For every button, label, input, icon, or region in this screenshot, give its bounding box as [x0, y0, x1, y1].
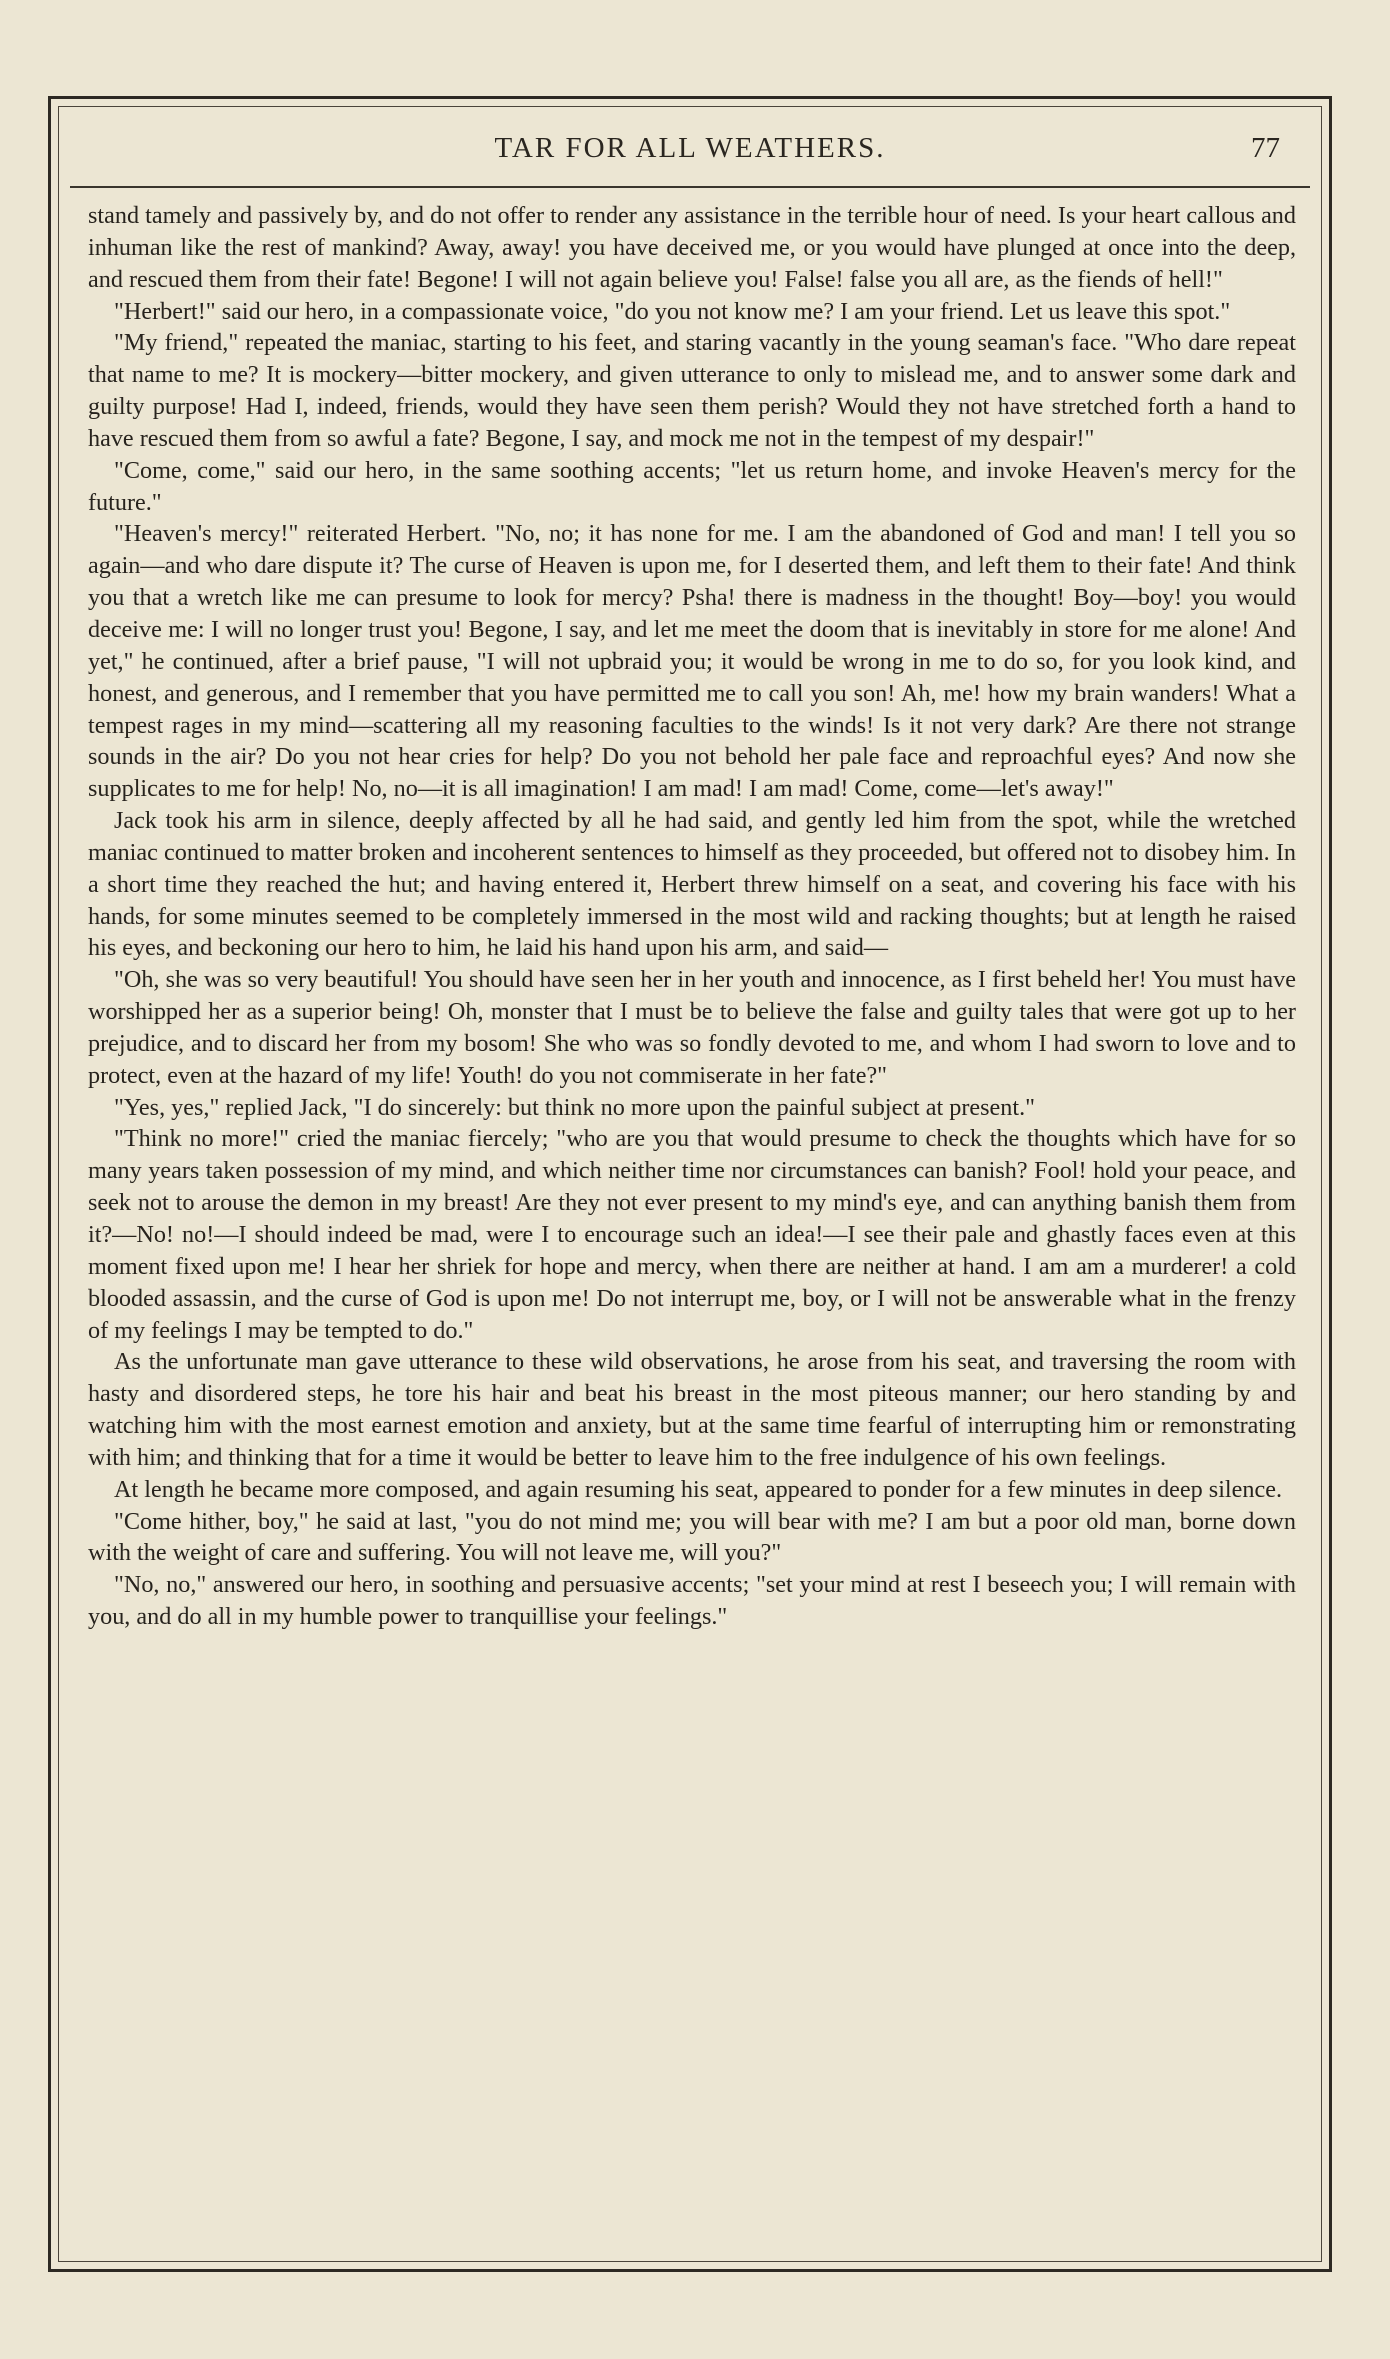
paragraph: As the unfortunate man gave utterance to these wild observations, he arose from his seat, and traversing the room with hasty and disordered steps, he tore his hair and beat his breast in the most piteous manner; our hero standing by and watching him with the most earnest emotion and anxiety, but at the same time fearful of interrupting him or remonstrating with him; and thinking that for a time it would be better to leave him to the free indulgence of his own feelings. — [88, 1348, 1296, 1471]
paragraph: "Oh, she was so very beautiful! You should have seen her in her youth and innocence, as I first beheld her! You must have worshipped her as a superior being! Oh, monster that I must be to believe the false and guilty tales that were got up to her prejudice, and to discard her from my bosom! She who was so fondly devoted to me, and whom I had sworn to love and to protect, even at the hazard of my life! Youth! do you not commiserate in her fate?" — [88, 966, 1296, 1089]
body-text — [88, 200, 1296, 1633]
paragraph: "Think no more!" cried the maniac fiercely; "who are you that would presume to check the thoughts which have for so many years taken possession of my mind, and which neither time nor circumstances can banish? Fool! hold your peace, and seek not to arouse the demon in my breast! Are they not ever present to my mind's eye, and can anything banish them from it?—No! no!—I should indeed be mad, were I to encourage such an idea!—I see their pale and ghastly faces even at this moment fixed upon me! I hear her shriek for hope and mercy, when there are neither at hand. I am am a murderer! a cold blooded assassin, and the curse of God is upon me! Do not interrupt me, boy, or I will not be answerable what in the frenzy of my feelings I may be tempted to do." — [88, 1125, 1296, 1344]
paragraph: "My friend," repeated the maniac, starting to his feet, and staring vacantly in the young seaman's face. "Who dare repeat that name to me? It is mockery—bitter mockery, and given utterance to only to mislead me, and to answer some dark and guilty purpose! Had I, indeed, friends, would they have seen them perish? Would they not have stretched forth a hand to have rescued them from so awful a fate? Begone, I say, and mock me not in the tempest of my despair!" — [88, 329, 1296, 452]
page-header — [70, 128, 1310, 178]
running-title: TAR FOR ALL WEATHERS. — [494, 132, 886, 164]
paragraph: "Come hither, boy," he said at last, "you do not mind me; you will bear with me? I am but a poor old man, borne down with the weight of care and suffering. You will not leave me, will you?" — [88, 1507, 1296, 1567]
paragraph: "No, no," answered our hero, in soothing and persuasive accents; "set your mind at rest I beseech you; I will remain with you, and do all in my humble power to tranquillise your feelings." — [88, 1571, 1296, 1631]
paragraph: "Heaven's mercy!" reiterated Herbert. "No, no; it has none for me. I am the abandoned of God and man! I tell you so again—and who dare dispute it? The curse of Heaven is upon me, for I deserted them, and left them to their fate! And think you that a wretch like me can presume to look for mercy? Psha! there is madness in the thought! Boy—boy! you would deceive me: I will no longer trust you! Begone, I say, and let me meet the doom that is inevitably in store for me alone! And yet," he continued, after a brief pause, "I will not upbraid you; it would be wrong in me to do so, for you look kind, and honest, and generous, and I remember that you have permitted me to call you son! Ah, me! how my brain wanders! What a tempest rages in my mind—scattering all my reasoning faculties to the winds! Is it not very dark? Are there not strange sounds in the air? Do you not hear cries for help? Do you not behold her pale face and reproachful eyes? And now she supplicates to me for help! No, no—it is all imagination! I am mad! I am mad! Come, come—let's away!" — [88, 520, 1296, 803]
paragraph: stand tamely and passively by, and do not offer to render any assistance in the terrible hour of need. Is your heart callous and inhuman like the rest of mankind? Away, away! you have deceived me, or you would have plunged at once into the deep, and rescued them from their fate! Begone! I will not again believe you! False! false you all are, as the fiends of hell!" — [88, 202, 1296, 293]
paragraph: "Come, come," said our hero, in the same soothing accents; "let us return home, and invoke Heaven's mercy for the future." — [88, 456, 1296, 516]
page-number: 77 — [1251, 132, 1280, 164]
header-rule — [70, 186, 1310, 188]
paragraph: Jack took his arm in silence, deeply affected by all he had said, and gently led him from the spot, while the wretched maniac continued to matter broken and incoherent sentences to himself as they proceeded, but offered not to disobey him. In a short time they reached the hut; and having entered it, Herbert threw himself on a seat, and covering his face with his hands, for some minutes seemed to be completely immersed in the most wild and racking thoughts; but at length he raised his eyes, and beckoning our hero to him, he laid his hand upon his arm, and said— — [88, 807, 1296, 962]
paragraph: "Yes, yes," replied Jack, "I do sincerely: but think no more upon the painful subject at present." — [114, 1093, 1036, 1121]
paragraph: "Herbert!" said our hero, in a compassionate voice, "do you not know me? I am your friend. Let us leave this spot." — [114, 297, 1231, 325]
paragraph: At length he became more composed, and again resuming his seat, appeared to ponder for a few minutes in deep silence. — [114, 1475, 1282, 1503]
